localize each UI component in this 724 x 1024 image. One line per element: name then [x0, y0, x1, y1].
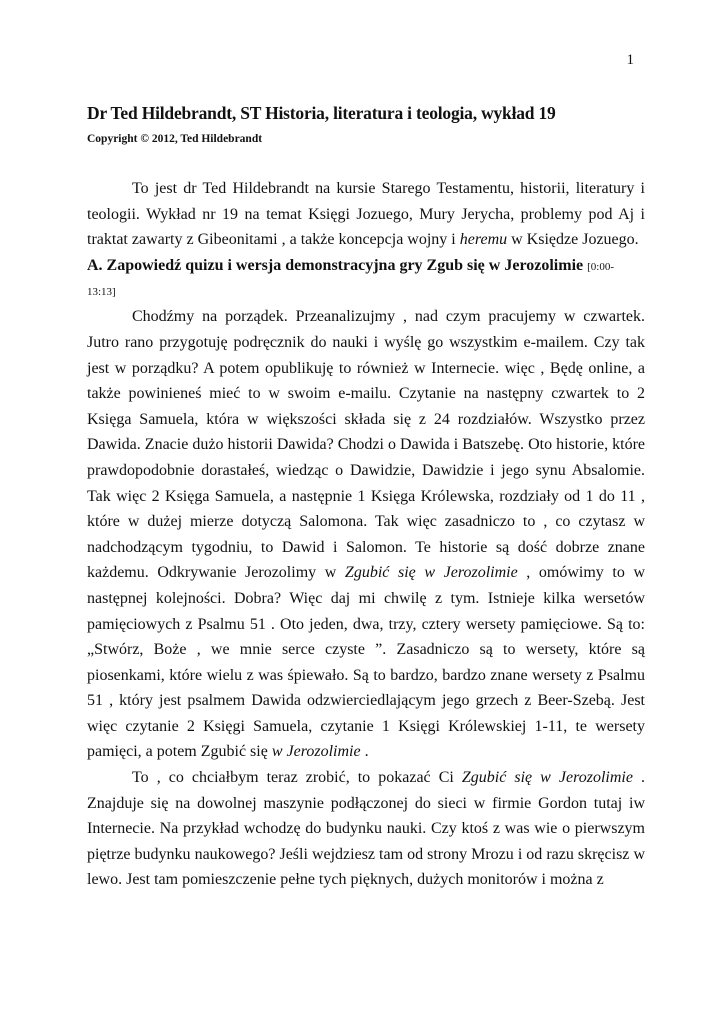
intro-text-1: To jest dr Ted Hildebrandt na kursie Starego Testamentu, historii, literatury i teologii. Wykład nr 19 na temat Księgi Jozuego, Mury Jerycha, problemy pod Aj i traktat zawarty z Gibeonitami , a także koncepcja wojny i	[87, 180, 645, 249]
copyright-line: Copyright © 2012, Ted Hildebrandt	[87, 133, 263, 145]
para1-text-3: .	[360, 743, 369, 761]
para2-italic-1: Zgubić się w Jerozolimie	[461, 769, 633, 787]
section-a-heading	[87, 253, 645, 305]
timestamp-end: 13:13]	[87, 286, 116, 299]
paragraph-2	[87, 765, 645, 893]
para1-text-1: Chodźmy na porządek. Przeanalizujmy , nad czym pracujemy w czwartek. Jutro rano przygotuję podręcznik do nauki i wyślę go wszystkim e-mailem. Czy tak jest w porządku? A potem opublikuję to również w Internecie. więc , Będę online, a także powinieneś mieć to w swoim e-mailu. Czytanie na następny czwartek to 2 Księga Samuela, która w większości składa się z 24 rozdziałów. Wszystko przez Dawida. Znacie dużo historii Dawida? Chodzi o Dawida i Batszebę. Oto historie, które prawdopodobnie dorastałeś, wiedząc o Dawidzie, Dawidzie i jego synu Absalomie. Tak więc 2 Księga Samuela, a następnie 1 Księga Królewska, rozdziały od 1 do 11 , które w dużej mierze dotyczą Salomona. Tak więc zasadniczo to , co czytasz w nadchodzącym tygodniu, to Dawid i Salomon. Te historie są dość dobrze znane każdemu. Odkrywanie Jerozolimy w	[87, 308, 645, 582]
page-number: 1	[626, 52, 634, 68]
timestamp-start: [0:00-	[587, 260, 615, 273]
intro-paragraph	[87, 176, 645, 253]
para2-text-2: . Znajduje się na dowolnej maszynie podłączonej do sieci w firmie Gordon tutaj iw Internecie. Na przykład wchodzę do budynku nauki. Czy ktoś z was wie o pierwszym piętrze budynku naukowego? Jeśli wejdziesz tam od strony Mrozu i od razu skręcisz w lewo. Jest tam pomieszczenie pełne tych pięknych, dużych monitorów i można z	[87, 769, 646, 889]
para1-italic-1: Zgubić się w Jerozolimie	[344, 564, 518, 582]
para1-italic-2: w Jerozolimie	[271, 743, 361, 761]
document-title: Dr Ted Hildebrandt, ST Historia, literatura i teologia, wykład 19	[87, 103, 556, 123]
document-body	[87, 176, 645, 893]
para1-text-2: , omówimy to w następnej kolejności. Dobra? Więc daj mi chwilę z tym. Istnieje kilka wersetów pamięciowych z Psalmu 51 . Oto jeden, dwa, trzy, cztery wersety pamięciowe. Są to: „Stwórz, Boże , we mnie serce czyste ”. Zasadniczo są to wersety, które są piosenkami, które wielu z was śpiewało. Są to bardzo, bardzo znane wersety z Psalmu 51 , który jest psalmem Dawida odzwierciedlającym jego grzech z Beer-Szebą. Jest więc czytanie 2 Księgi Samuela, czytanie 1 Księgi Królewskiej 1-11, te wersety pamięci, a potem Zgubić się	[87, 564, 646, 761]
section-a-title: A. Zapowiedź quizu i wersja demonstracyjna gry Zgub się w Jerozolimie	[87, 256, 584, 274]
para2-text-1: To , co chciałbym teraz zrobić, to pokazać Ci	[132, 769, 462, 787]
intro-text-2: w Księdze Jozuego.	[507, 231, 639, 249]
intro-italic-heremu: heremu	[459, 231, 508, 249]
paragraph-1	[87, 304, 645, 765]
